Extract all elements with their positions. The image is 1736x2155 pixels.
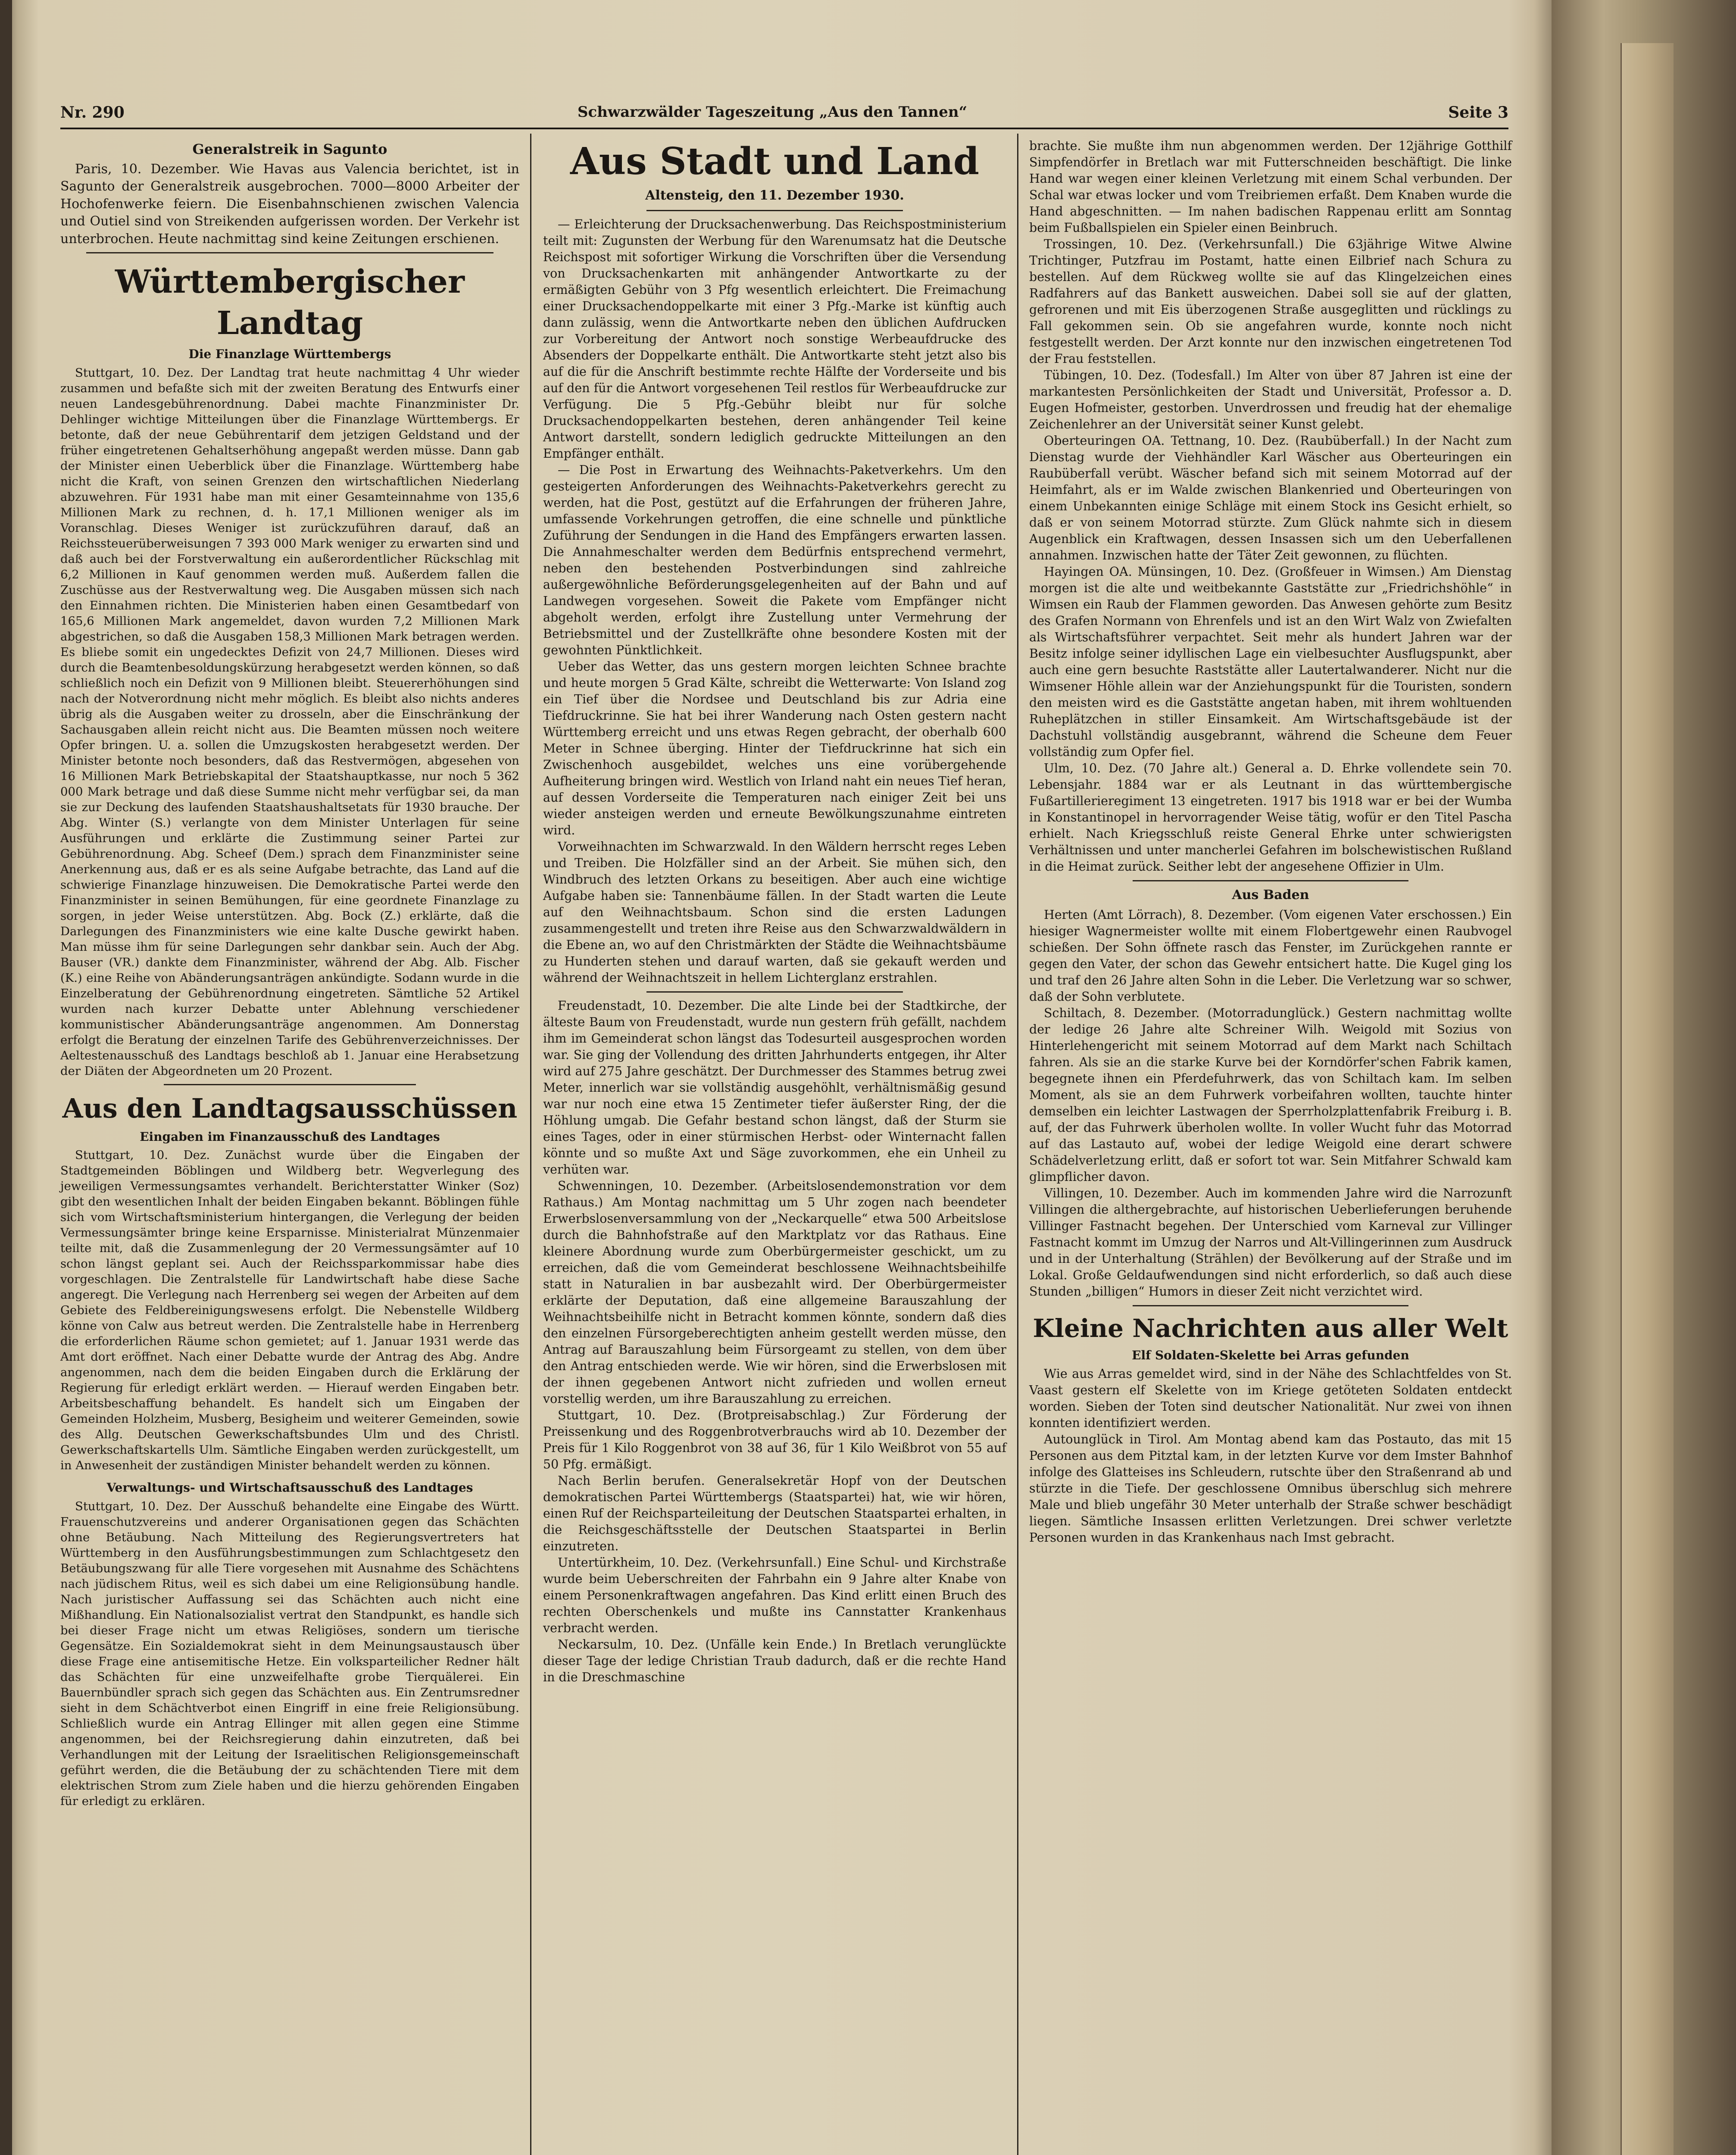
vorweihnacht-article: Vorweihnachten im Schwarzwald. In den Wäldern herrscht reges Leben und Treiben. Die Holzfäller sind an der Arbeit. Sie mühen sich, den Windbruch des letzten Orkans zu beseitigen. Aber auch eine wichtige Aufgabe haben sie: Tannenbäume fällen. In der Stadt warten die Leute auf den Weihnachtsbaum. Schon sind die ersten Ladungen zusammengestellt und treten ihre Reise aus den Schwarzwaldwäldern in die Ebene an, wo auf den Christmärkten der Städte die Weihnachtsbäume zu Hunderten stehen und darauf warten, daß sie gekauft werden und während der Weihnachtszeit in hellem Lichterglanz erstrahlen. <box>543 839 1006 985</box>
oberteuringen-article: Oberteuringen OA. Tettnang, 10. Dez. (Raubüberfall.) In der Nacht zum Dienstag wurde der Viehhändler Karl Wäscher aus Oberteuringen ein Raubüberfall verübt. Wäscher befand sich mit seinem Motorrad auf der Heimfahrt, als er im Walde zwischen Blankenried und Oberteuringen von einem Unbekannten einige Schläge mit einem Stock ins Gesicht erhielt, so daß er von seinem Motorrad stürzte. Zum Glück nahmte sich in diesem Augenblick ein Kraftwagen, dessen Insassen sich um den Ueberfallenen annahmen. Inzwischen hatte der Täter Zeit gewonnen, zu flüchten. <box>1029 434 1512 562</box>
separator <box>646 991 903 993</box>
elf-skelette-article: Wie aus Arras gemeldet wird, sind in der Nähe des Schlachtfeldes von St. Vaast gestern elf Skelette von im Kriege getöteten Soldaten entdeckt worden. Sieben der Toten sind deutscher Nationalität. Nur zwei von ihnen konnten identifiziert werden. <box>1029 1367 1512 1430</box>
separator <box>1133 880 1408 881</box>
separator <box>164 1084 416 1085</box>
strike-headline: Generalstreik in Sagunto <box>192 141 387 157</box>
post-article: — Die Post in Erwartung des Weihnachts-Paketverkehrs. Um den gesteigerten Anforderungen des Weihnachts-Paketverkehrs gerecht zu werden, hat die Post, gestützt auf die Erfahrungen der früheren Jahre, umfassende Vorkehrungen getroffen, die eine schnelle und pünktliche Zuführung der Sendungen in die Hand des Empfängers erwarten lassen. Die Annahmeschalter werden dem Bedürfnis entsprechend vermehrt, neben den bestehenden Postverbindungen sind zahlreiche außergewöhnliche Beförderungsgelegenheiten auf der Bahn und auf Landwegen vorgesehen. Soweit die Pakete vom Empfänger nicht abgeholt werden, erfolgt ihre Zustellung unter Vermehrung der Betriebsmittel und der Zustellkräfte ohne besondere Kosten mit der gewohnten Pünktlichkeit. <box>543 462 1006 657</box>
untertuerkheim-article: Untertürkheim, 10. Dez. (Verkehrsunfall.) Eine Schul- und Kirchstraße wurde beim Ueberschreiten der Fahrbahn ein 9 Jahre alter Knabe von einem Personenkraftwagen angefahren. Das Kind erlitt einen Bruch des rechten Oberschenkels und mußte ins Cannstatter Krankenhaus verbracht werden. <box>543 1555 1006 1635</box>
landtag-article: Stuttgart, 10. Dez. Der Landtag trat heute nachmittag 4 Uhr wieder zusammen und befaßte sich mit der zweiten Beratung des Entwurfs einer neuen Landesgebührenordnung. Dabei machte Finanzminister Dr. Dehlinger wichtige Mitteilungen über die Finanzlage Württembergs. Er betonte, daß der neue Gebührentarif dem jetzigen Geldstand und der früher eingetretenen Gehaltserhöhung angepaßt werden müsse. Dann gab der Minister einen Ueberblick über die Finanzlage. Württemberg habe nicht die Kraft, von seinen Grenzen den wirtschaftlichen Niederlang abzuwehren. Für 1931 habe man mit einer Gesamteinnahme von 135,6 Millionen Mark zu rechnen, d. h. 17,1 Millionen weniger als im Voranschlag. Dieses Weniger ist zurückzuführen darauf, daß an Reichssteuerüberweisungen 7 393 000 Mark weniger zu erwarten sind und daß auch bei der Forstverwaltung ein außerordentlicher Rückschlag mit 6,2 Millionen in Kauf genommen werden muß. Außerdem fallen die Zuschüsse aus der Restverwaltung weg. Die Ausgaben müssen sich nach den Einnahmen richten. Die Ministerien haben einen Gesamtbedarf von 165,6 Millionen Mark angemeldet, davon wurden 7,2 Millionen Mark abgestrichen, so daß die Ausgaben 158,3 Millionen Mark betragen werden. Es bliebe somit ein ungedecktes Defizit von 24,7 Millionen. Dieses wird durch die Beamtenbesoldungskürzung herabgesetzt werden können, so daß schließlich noch ein Defizit von 9 Millionen bleibt. Steuererhöhungen sind nach der Notverordnung nicht mehr möglich. Es bleibt also nichts anderes übrig als die Ausgaben weiter zu drosseln, aber die Einschränkung der Sachausgaben allein reicht nicht aus. Die Beamten müssen noch weitere Opfer bringen. U. a. sollen die Umzugskosten herabgesetzt werden. Der Minister betonte noch besonders, daß das Restvermögen, abgesehen von 16 Millionen Mark Betriebskapital der Staatshauptkasse, nur noch 5 362 000 Mark betrage und daß diese Summe nicht mehr verfügbar sei, da man sie zur Deckung des laufenden Staatshaushaltsetats für 1930 brauche. Der Abg. Winter (S.) verlangte von dem Minister Unterlagen für seine Ausführungen und erklärte die Zustimmung seiner Partei zur Gebührenordnung. Abg. Scheef (Dem.) sprach dem Finanzminister seine Anerkennung aus, daß er es als seine Aufgabe betrachte, das Land auf die schwierige Finanzlage hinzuweisen. Die Demokratische Partei werde den Finanzminister in seinen Bemühungen, für eine geordnete Finanzlage zu sorgen, in jeder Weise unterstützen. Abg. Bock (Z.) erklärte, daß die Darlegungen des Finanzministers wie eine kalte Dusche gewirkt haben. Man müsse ihm für seine Darlegungen sehr dankbar sein. Auch der Abg. Bauser (VR.) dankte dem Finanzminister, während der Abg. Alb. Fischer (K.) eine Reihe von Abänderungsanträgen ankündigte. Sodann wurde in die Einzelberatung der Gebührenordnung eingetreten. Sämtliche 52 Artikel wurden nach kurzer Debatte unter Ablehnung verschiedener kommunistischer Abänderungsanträge angenommen. Am Donnerstag erfolgt die Beratung der einzelnen Tarife des Gebührenverzeichnisses. Der Aeltestenausschuß des Landtags beschloß ab 1. Januar eine Herabsetzung der Diäten der Abgeordneten um 20 Prozent. <box>60 365 519 1078</box>
header-rule <box>60 128 1508 129</box>
brotpreis-article: Stuttgart, 10. Dez. (Brotpreisabschlag.) Zur Förderung der Preissenkung und des Roggenbrotverbrauchs wird ab 10. Dezember der Preis für 1 Kilo Roggenbrot von 38 auf 36, für 1 Kilo Weißbrot von 55 auf 50 Pfg. ermäßigt. <box>543 1408 1006 1471</box>
baden-subheadline: Aus Baden <box>1232 887 1309 903</box>
page-stack-edge <box>1620 43 1674 2155</box>
ausschuss-article-2: Stuttgart, 10. Dez. Der Ausschuß behandelte eine Eingabe des Württ. Frauenschutzvereins und anderer Organisationen gegen das Schächten ohne Betäubung. Nach Mitteilung des Regierungsvertreters hat Württemberg in den Ausführungsbestimmungen zum Schlachtgesetz den Betäubungszwang für alle Tiere vorgesehen mit Ausnahme des Schächtens nach jüdischem Ritus, weil es sich dabei um eine Religionsübung handle. Nach juristischer Auffassung sei das Schächten auch nicht eine Mißhandlung. Ein Nationalsozialist vertrat den Standpunkt, es handle sich bei dieser Frage nicht um etwas Religiöses, sondern um tierische Gegensätze. Ein Sozialdemokrat sieht in dem Meinungsaustausch über diese Frage eine antisemitische Hetze. Ein volksparteilicher Redner hält das Schächten für eine unzweifelhafte grobe Tierquälerei. Ein Bauernbündler sprach sich gegen das Schächten aus. Ein Zentrumsredner sieht in dem Schächtverbot einen Eingriff in eine freie Religionsübung. Schließlich wurde ein Antrag Ellinger mit allen gegen eine Stimme angenommen, bei der Reichsregierung dahin einzutreten, daß bei Verhandlungen mit der Leitung der Israelitischen Religionsgemeinschaft geführt werden, die die Betäubung der zu schächtenden Tiere mit dem elektrischen Strom zum Ziele haben und die hierzu gehörenden Eingaben für erledigt zu erklären. <box>60 1499 519 1808</box>
drucksachen-article: — Erleichterung der Drucksachenwerbung. Das Reichspostministerium teilt mit: Zugunsten der Werbung für den Warenumsatz hat die Deutsche Reichspost mit sofortiger Wirkung die Vorschriften über die Versendung von Drucksachenkarten mit anhängender Antwortkarte zu der ermäßigten Gebühr von 3 Pfg wesentlich erleichtert. Die Freimachung einer Drucksachendoppelkarte mit einer 3 Pfg.-Marke ist künftig auch dann zulässig, wenn die Antwortkarte neben den üblichen Aufdrucken zur Vorbereitung der Antwort noch sonstige Werbeaufdrucke des Absenders der Doppelkarte enthält. Die Antwortkarte steht jetzt also bis auf die für die Anschrift bestimmte rechte Hälfte der Vorderseite und bis auf den für die Antwort vorgesehenen Teil restlos für Werbeaufdrucke zur Verfügung. Die 5 Pfg.-Gebühr bleibt nur für solche Drucksachendoppelkarten bestehen, deren anhängender Teil keine Antwort darstellt, sondern lediglich gedruckte Mitteilungen an den Empfänger enthält. <box>543 217 1006 461</box>
ausschuss-headline: Aus den Landtagsausschüssen <box>62 1092 518 1124</box>
neckarsulm-continuation: brachte. Sie mußte ihm nun abgenommen werden. Der 12jährige Gotthilf Simpfendörfer in Bretlach war mit Futterschneiden beschäftigt. Die linke Hand war wegen einer kleinen Verletzung mit einem Schal verbunden. Der Schal war etwas locker und vom Treibriemen erfaßt. Dem Knaben wurde die Hand abgeschnitten. — Im nahen badischen Rappenau erlitt am Sonntag beim Fußballspielen ein Spieler einen Beinbruch. <box>1029 139 1512 235</box>
trossingen-article: Trossingen, 10. Dez. (Verkehrsunfall.) Die 63jährige Witwe Alwine Trichtinger, Putzfrau im Postamt, hatte einen Eilbrief nach Schura zu bestellen. Auf dem Rückweg wollte sie auf das Klingelzeichen eines Radfahrers auf das Bankett ausweichen. Dabei soll sie auf der glatten, gefrorenen und mit Eis überzogenen Straße ausgeglitten und rücklings zu Fall gekommen sein. Ob sie angefahren wurde, konnte noch nicht festgestellt werden. Der Arzt konnte nur den inzwischen eingetretenen Tod der Frau feststellen. <box>1029 237 1512 366</box>
local-dateline: Altensteig, den 11. Dezember 1930. <box>645 188 904 203</box>
landtag-subheadline: Die Finanzlage Württembergs <box>188 347 391 361</box>
hayingen-article: Hayingen OA. Münsingen, 10. Dez. (Großfeuer in Wimsen.) Am Dienstag morgen ist die alte und weitbekannte Gaststätte zur „Friedrichshöhle“ in Wimsen ein Raub der Flammen geworden. Das Anwesen gehörte zum Besitz des Grafen Normann von Ehrenfels und ist an den Wirt Walz von Zwiefalten als Wirtschaftsführer verpachtet. Seit mehr als hundert Jahren war der Besitz infolge seiner idyllischen Lage ein vielbesuchter Ausflugspunkt, aber auch eine gern besuchte Raststätte aller Lautertalwanderer. Nicht nur die Wimsener Höhle allein war der Anziehungspunkt für die Touristen, sondern den meisten wird es die Gaststätte angetan haben, mit ihrem wohltuenden Ruheplätzchen in stiller Einsamkeit. Am Wirtschaftsgebäude ist der Dachstuhl vollständig ausgebrannt, während die Scheune dem Feuer vollständig zum Opfer fiel. <box>1029 565 1512 759</box>
column-1 <box>60 138 519 2155</box>
ausschuss-article-1: Stuttgart, 10. Dez. Zunächst wurde über die Eingaben der Stadtgemeinden Böblingen und Wildberg betr. Wegverlegung des jeweiligen Vermessungsamtes verhandelt. Berichterstatter Winker (Soz) gibt den wesentlichen Inhalt der beiden Eingaben bekannt. Böblingen fühle sich vom Wirtschaftsministerium hintergangen, die Verlegung der beiden Vermessungsämter bringe keine Ersparnisse. Ministerialrat Münzenmaier teilte mit, daß die Zusammenlegung der 20 Vermessungsämter auf 10 schon längst geplant sei. Auch der Reichssparkommissar habe dies vorgeschlagen. Die Zentralstelle für Landwirtschaft habe diese Sache angeregt. Die Verlegung nach Herrenberg sei wegen der Arbeiten auf dem Gebiete des Feldbereinigungswesens erfolgt. Die Nebenstelle Wildberg könne von Calw aus betreut werden. Die Zentralstelle habe in Herrenberg die erforderlichen Räume schon gemietet; auf 1. Januar 1931 werde das Amt dort eröffnet. Nach einer Debatte wurde der Antrag des Abg. Andre angenommen, nach dem die beiden Eingaben durch die Erklärung der Regierung für erledigt erklärt werden. — Hierauf werden Eingaben betr. Arbeitsbeschaffung behandelt. Es handelt sich um Eingaben der Gemeinden Holzheim, Musberg, Besigheim und weiterer Gemeinden, sowie des Allg. Deutschen Gewerkschaftsbundes Ulm und des Christl. Gewerkschaftskartells Ulm. Sämtliche Eingaben werden zurückgestellt, um in Anwesenheit der zuständigen Minister behandelt werden zu können. <box>60 1148 519 1472</box>
kleine-nachrichten-headline: Kleine Nachrichten aus aller Welt <box>1033 1313 1508 1343</box>
elf-skelette-subheadline: Elf Soldaten-Skelette bei Arras gefunden <box>1132 1348 1409 1362</box>
schiltach-article: Schiltach, 8. Dezember. (Motorradunglück.) Gestern nachmittag wollte der ledige 26 Jahre alte Schreiner Wilh. Weigold mit Sozius von Hinterlehengericht mit seinem Motorrad auf dem Markt nach Schiltach fahren. Als sie an die starke Kurve bei der Korndörfer'schen Fabrik kamen, begegnete ihnen ein Pferdefuhrwerk, das von Schiltach kam. Im selben Moment, als sie an dem Fuhrwerk vorbeifahren wollten, tauchte hinter demselben ein leichter Lastwagen der Sperrholzplattenfabrik Freiburg i. B. auf, der das Fuhrwerk überholen wollte. In voller Wucht fuhr das Motorrad auf das Lastauto auf, wobei der ledige Weigold eine derart schwere Schädelverletzung erlitt, daß er sofort tot war. Sein Mitfahrer Schwald kam glimpflicher davon. <box>1029 1006 1512 1184</box>
ausschuss-subheadline-2: Verwaltungs- und Wirtschaftsausschuß des Landtages <box>106 1480 473 1495</box>
weather-article: Ueber das Wetter, das uns gestern morgen leichten Schnee brachte und heute morgen 5 Grad Kälte, schreibt die Wetterwarte: Von Island zog ein Tief über die Nordsee und Deutschland bis zur Adria eine Tiefdruckrinne. Sie hat bei ihrer Wanderung nach Osten gestern nacht Württemberg erreicht und uns etwas Regen gebracht, der oberhalb 600 Meter in Schnee überging. Hinter der Tiefdruckrinne hat sich ein Zwischenhoch ausgebildet, welches uns eine vorübergehende Aufheiterung bringen wird. Westlich von Irland naht ein neues Tief heran, auf dessen Vorderseite die Temperaturen nach einiger Zeit bei uns wieder ansteigen werden und erneute Bewölkungszunahme eintreten wird. <box>543 659 1006 837</box>
column-rule-1 <box>530 134 531 2155</box>
newspaper-page <box>43 65 1517 2155</box>
herten-article: Herten (Amt Lörrach), 8. Dezember. (Vom eigenen Vater erschossen.) Ein hiesiger Wagnermeister wollte mit einem Flobertgewehr einen Raubvogel schießen. Der Sohn öffnete rasch das Fenster, im Zurückgehen rannte er gegen den Vater, der schon das Gewehr entsichert hatte. Die Kugel ging los und traf den 26 Jahre alten Sohn in die Leber. Die Verletzung war so schwer, daß der Sohn verblutete. <box>1029 907 1512 1004</box>
freudenstadt-article: Freudenstadt, 10. Dezember. Die alte Linde bei der Stadtkirche, der älteste Baum von Freudenstadt, wurde nun gestern früh gefällt, nachdem ihm im Gemeinderat schon längst das Todesurteil ausgesprochen worden war. Sie ging der Vollendung des dritten Jahrhunderts entgegen, ihr Alter wird auf 275 Jahre geschätzt. Der Durchmesser des Stammes betrug zwei Meter, innerlich war sie vollständig ausgehöhlt, verhältnismäßig gesund war nur noch eine etwa 15 Zentimeter tiefer äußerster Ring, der die Höhlung umgab. Die Gefahr bestand schon längst, daß der Sturm sie eines Tages, oder in einer stürmischen Herbst- oder Winternacht fallen könnte und so mußte Axt und Säge zuvorkommen, ehe ein Unheil zu verhüten war. <box>543 998 1006 1177</box>
neckarsulm-article: Neckarsulm, 10. Dez. (Unfälle kein Ende.) In Bretlach verunglückte dieser Tage der ledige Christian Traub dadurch, daß er die rechte Hand in die Dreschmaschine <box>543 1637 1006 1684</box>
ausschuss-subheadline-1: Eingaben im Finanzausschuß des Landtages <box>140 1129 440 1144</box>
separator <box>86 252 493 253</box>
masthead: Schwarzwälder Tageszeitung „Aus den Tannen“ <box>578 103 968 121</box>
landtag-headline: Württembergischer Landtag <box>115 263 465 342</box>
schwenningen-article: Schwenningen, 10. Dezember. (Arbeitslosendemonstration vor dem Rathaus.) Am Montag nachmittag um 5 Uhr zogen nach beendeter Erwerbslosenversammlung von der „Neckarquelle“ etwa 500 Arbeitslose durch die Bahnhofstraße auf den Marktplatz vor das Rathaus. Eine kleinere Abordnung wurde zum Oberbürgermeister geschickt, um zu erreichen, daß die vom Gemeinderat beschlossene Weihnachtsbeihilfe statt in Naturalien in bar ausbezahlt wird. Der Oberbürgermeister erklärte der Deputation, daß eine allgemeine Barauszahlung der Weihnachtsbeihilfe nicht in Betracht kommen könnte, sondern daß dies den einzelnen Fürsorgeberechtigten anheim gestellt werden müsse, den Antrag auf Barauszahlung beim Fürsorgeamt zu stellen, von dem über den Antrag entschieden werde. Wie wir hören, sind die Erwerbslosen mit der ihnen gegebenen Antwort nicht zufrieden und wollen erneut vorstellig werden, um ihre Barauszahlung zu erreichen. <box>543 1178 1006 1406</box>
villingen-article: Villingen, 10. Dezember. Auch im kommenden Jahre wird die Narrozunft Villingen die althergebrachte, auf historischen Ueberlieferungen beruhende Villinger Fastnacht begehen. Der Unterschied vom Karneval zur Villinger Fastnacht kommt im Umzug der Narros und Alt-Villingerinnen zum Ausdruck und in der Unterhaltung (Strählen) der Bevölkerung auf der Straße und im Lokal. Große Geldaufwendungen sind nicht erforderlich, so daß auch diese Stunden „billigen“ Humors in dieser Zeit nicht verzichtet wird. <box>1029 1186 1512 1299</box>
berlin-article: Nach Berlin berufen. Generalsekretär Hopf von der Deutschen demokratischen Partei Württembergs (Staatspartei) hat, wie wir hören, einen Ruf der Reichsparteileitung der Deutschen Staatspartei erhalten, in die Reichsgeschäftsstelle der Deutschen Staatspartei in Berlin einzutreten. <box>543 1473 1006 1553</box>
issue-number: Nr. 290 <box>60 103 125 122</box>
page-number: Seite 3 <box>1448 103 1508 122</box>
tuebingen-article: Tübingen, 10. Dez. (Todesfall.) Im Alter von über 87 Jahren ist eine der markantesten Persönlichkeiten der Stadt und Universität, Professor a. D. Eugen Hofmeister, gestorben. Unverdrossen und freudig hat der ehemalige Zeichenlehrer an der Universität seiner Kunst gelebt. <box>1029 368 1512 431</box>
column-2 <box>543 138 1006 2155</box>
separator <box>1133 1305 1408 1306</box>
column-3 <box>1029 138 1512 2155</box>
column-rule-2 <box>1017 134 1018 2155</box>
book-edge-left <box>0 0 12 2155</box>
local-news-headline: Aus Stadt und Land <box>570 140 979 183</box>
tirol-article: Autounglück in Tirol. Am Montag abend kam das Postauto, das mit 15 Personen aus dem Pitztal kam, in der letzten Kurve vor dem Imster Bahnhof infolge des Glatteises ins Schleudern, rutschte über den Straßenrand ab und stürzte in die Tiefe. Der geschlossene Omnibus überschlug sich mehrere Male und blieb ungefähr 30 Meter unterhalb der Straße schwer beschädigt liegen. Sämtliche Insassen erlitten Verletzungen. Drei schwer verletzte Personen wurden in das Krankenhaus nach Imst gebracht. <box>1029 1432 1512 1545</box>
separator <box>646 210 903 211</box>
strike-article: Paris, 10. Dezember. Wie Havas aus Valencia berichtet, ist in Sagunto der Generalstreik ausgebrochen. 7000—8000 Arbeiter der Hochofenwerke feiern. Die Eisenbahnschienen zwischen Valencia und Outiel sind von Streikenden aufgerissen worden. Der Verkehr ist unterbrochen. Heute nachmittag sind keine Zeitungen erschienen. <box>60 161 519 247</box>
ulm-article: Ulm, 10. Dez. (70 Jahre alt.) General a. D. Ehrke vollendete sein 70. Lebensjahr. 1884 war er als Leutnant in das württembergische Fußartillerieregiment 13 eingetreten. 1917 bis 1918 war er bei der Wumba in Konstantinopel in hervorragender Weise tätig, wofür er den Titel Pascha erhielt. Nach Kriegsschluß reiste General Ehrke unter schwierigsten Verhältnissen und unter mancherlei Gefahren im bolschewistischen Rußland in die Heimat zurück. Seither lebt der angesehene Offizier in Ulm. <box>1029 761 1512 874</box>
